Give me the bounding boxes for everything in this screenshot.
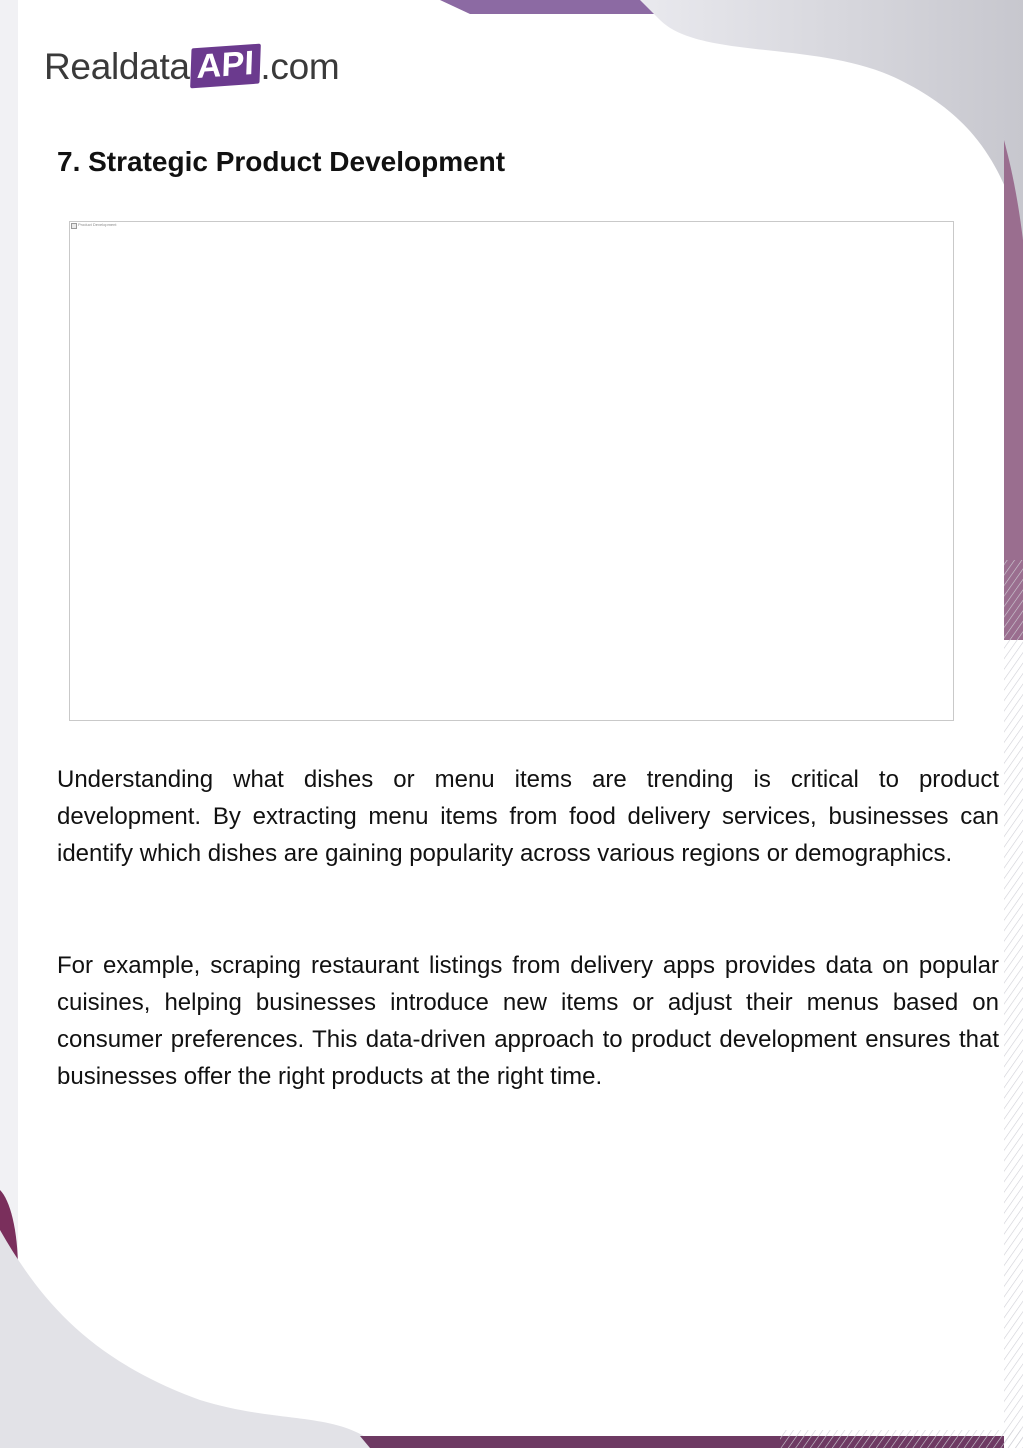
- logo-api-badge: API: [190, 44, 260, 89]
- broken-image-icon: [71, 223, 77, 229]
- body-paragraph-1: Understanding what dishes or menu items are trending is critical to product development. By extracting menu items from food delivery services, businesses can identify which dishes are gaining popularity across various regions or demographics.: [57, 766, 999, 867]
- logo-text-realdata: Realdata: [44, 45, 190, 87]
- image-alt-text: Product Development: [78, 222, 117, 227]
- body-paragraph-2: For example, scraping restaurant listings from delivery apps provides data on popular cuisines, helping businesses introduce new items or adjust their menus based on consumer preferences. This data-driven approach to product development ensures that businesses offer the right products at the right time.: [57, 952, 999, 1090]
- section-heading: 7. Strategic Product Development: [57, 146, 506, 177]
- logo-text-com: .com: [260, 45, 340, 87]
- brand-logo: [44, 40, 339, 92]
- product-development-image-placeholder: [69, 221, 954, 721]
